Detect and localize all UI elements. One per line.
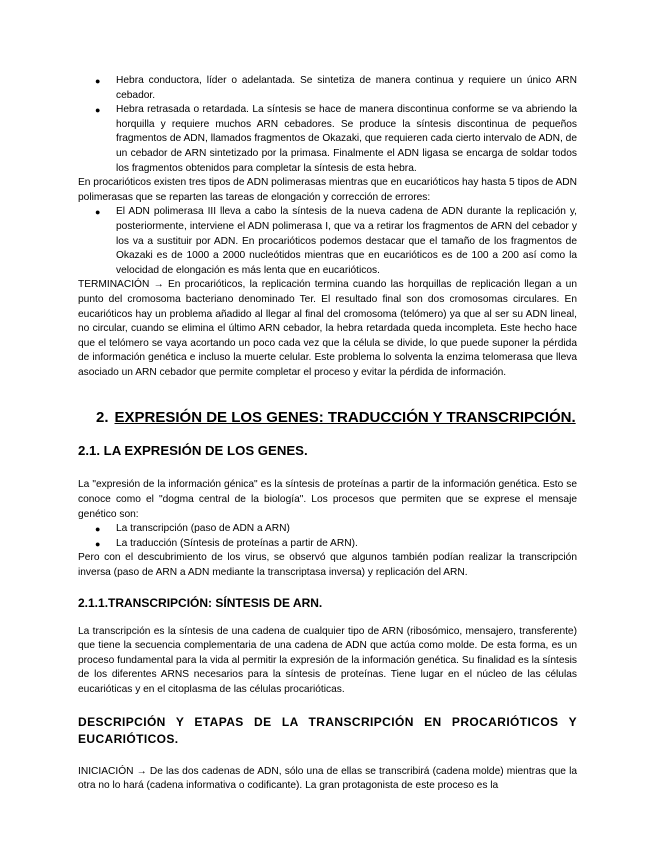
procesos-list <box>78 522 577 551</box>
section-heading-2 <box>96 408 577 428</box>
list-item-text: La traducción (Síntesis de proteínas a partir de ARN). <box>116 537 358 549</box>
paragraph-expresion: La "expresión de la información génica" es la síntesis de proteínas a partir de la información genética. Esto se conoce como el "dogma central de la biología". Los procesos que permiten que se exprese el mensaje genético son: <box>78 479 577 520</box>
list-item <box>78 103 577 176</box>
bullet-icon: ● <box>95 538 101 549</box>
list-item-text: Hebra retrasada o retardada. La síntesis se hace de manera discontinua conforme se va abriendo la horquilla y requiere muchos ARN cebadores. Se produce la síntesis discontinua de pequeños fragmentos de ADN, llamados fragmentos de Okazaki, que requieren cada cierto intervalo de ADN, de un cebador de ARN sintetizado por la primasa. Finalmente el ADN ligasa se encarga de soldar todos los fragmentos obtenidos para completar la síntesis de esta hebra. <box>116 104 577 174</box>
subsection-heading-2-1-1: 2.1.1.TRANSCRIPCIÓN: SÍNTESIS DE ARN. <box>78 595 323 610</box>
paragraph-virus: Pero con el descubrimiento de los virus, se observó que algunos también podían realizar la transcripción inversa (paso de ARN a ADN mediante la transcriptasa inversa) y replicación del ARN. <box>78 552 577 579</box>
section-title: EXPRESIÓN DE LOS GENES: TRADUCCIÓN Y TRANSCRIPCIÓN. <box>114 409 576 427</box>
polimerasa-list <box>78 205 577 278</box>
paragraph-terminacion: TERMINACIÓN → En procarióticos, la replicación termina cuando las horquillas de replicación llegan a un punto del cromosoma bacteriano denominado Ter. El resultado final son dos cromosomas circulares. En eucarióticos hay un problema añadido al llegar al final del cromosoma (telómero) ya que al ser su ADN lineal, no circular, cuando se elimina el último ARN cebador, la hebra retardada queda incompleta. Este hecho hace que el telómero se vaya acortando un poco cada vez que la célula se divide, lo que puede suponer la pérdida de información genética e incluso la muerte celular. Este problema lo solventa la enzima telomerasa que lleva asociado un ARN cebador que permite completar el proceso y evitar la pérdida de información. <box>78 279 577 378</box>
bullet-icon: ● <box>95 105 101 116</box>
list-item <box>78 537 577 552</box>
heading-etapas: DESCRIPCIÓN Y ETAPAS DE LA TRANSCRIPCIÓN EN PROCARIÓTICOS Y EUCARIÓTICOS. <box>78 714 577 746</box>
list-item <box>78 74 577 103</box>
subsection-heading-2-1: 2.1. LA EXPRESIÓN DE LOS GENES. <box>78 443 308 459</box>
bullet-icon: ● <box>95 207 101 218</box>
list-item-text: El ADN polimerasa III lleva a cabo la síntesis de la nueva cadena de ADN durante la replicación y, posteriormente, interviene el ADN polimerasa I, que va a retirar los fragmentos de ARN del cebador y los va a sustituir por ADN. En procarióticos podemos destacar que el tamaño de los fragmentos de Okazaki es de 1000 a 2000 nucleótidos mientras que en eucarióticos es de 100 a 200 así como la velocidad de elongación es más lenta que en eucarióticos. <box>116 206 577 276</box>
bullet-icon: ● <box>95 524 101 535</box>
list-item <box>78 205 577 278</box>
paragraph-iniciacion: INICIACIÓN → De las dos cadenas de ADN, sólo una de ellas se transcribirá (cadena molde) mientras que la otra no lo hará (cadena informativa o codificante). La gran protagonista de este proceso es la <box>78 765 577 792</box>
section-number: 2. <box>96 409 109 427</box>
list-item-text: Hebra conductora, líder o adelantada. Se sintetiza de manera continua y requiere un único ARN cebador. <box>116 75 577 101</box>
paragraph-transcripcion: La transcripción es la síntesis de una cadena de cualquier tipo de ARN (ribosómico, mensajero, transferente) que tiene la secuencia complementaria de una cadena de ADN que actúa como molde. De esta forma, es un proceso fundamental para la vida al permitir la expresión de la información genética. Su finalidad es la síntesis de los diferentes ARNS necesarios para la síntesis de proteínas. Tiene lugar en el núcleo de las células eucarióticas y en el citoplasma de las células procarióticas. <box>78 625 577 695</box>
bullet-icon: ● <box>95 76 101 86</box>
list-item <box>78 522 577 537</box>
list-item-text: La transcripción (paso de ADN a ARN) <box>116 523 290 535</box>
paragraph-polimerasas: En procarióticos existen tres tipos de ADN polimerasas mientras que en eucarióticos hay hasta 5 tipos de ADN polimerasas que se reparten las tareas de elongación y corrección de errores: <box>78 177 577 203</box>
strand-types-list <box>78 74 577 176</box>
